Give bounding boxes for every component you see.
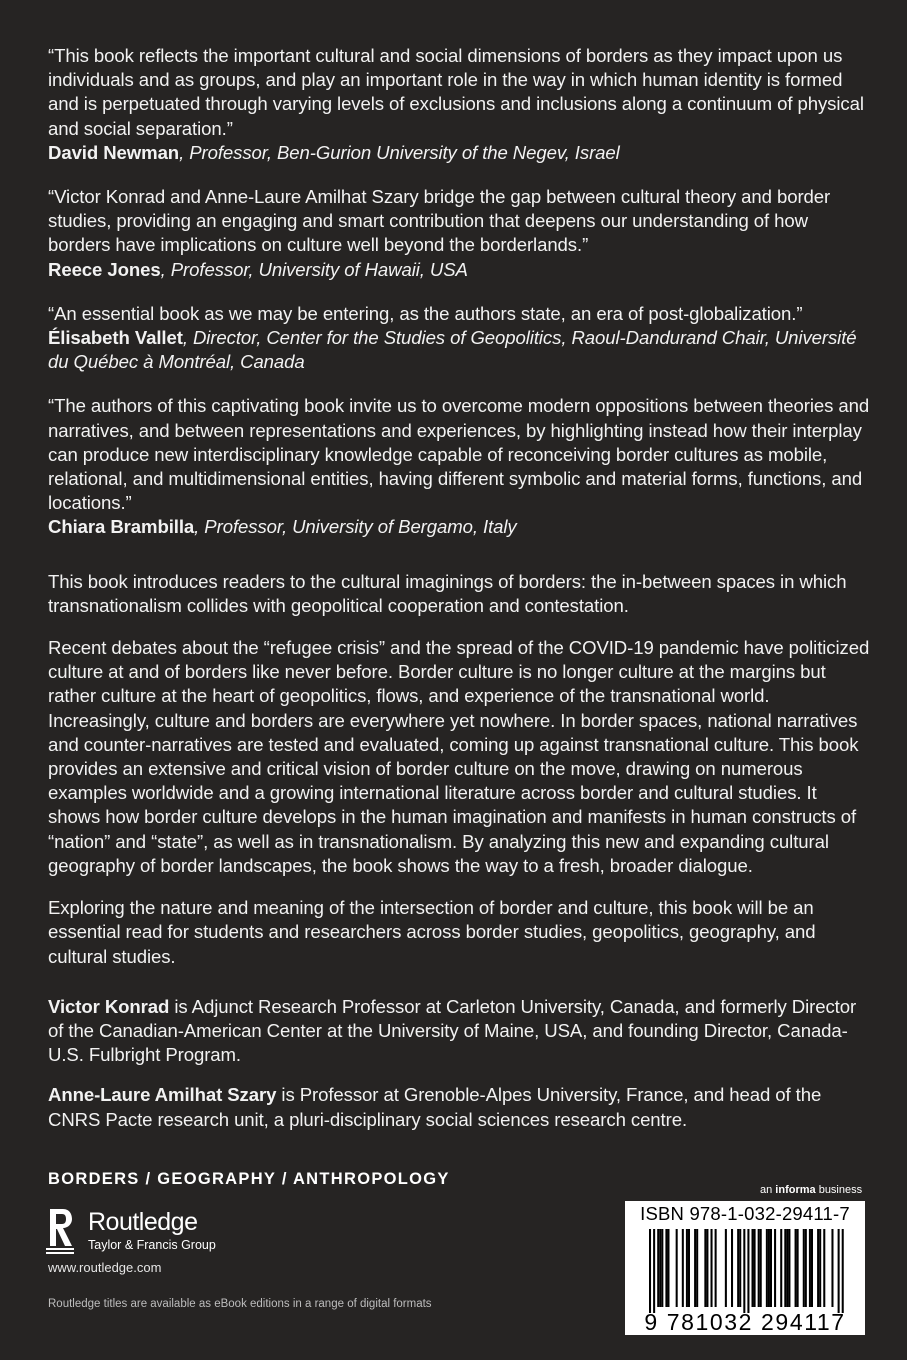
description-paragraph-2: Recent debates about the “refugee crisis” and the spread of the COVID-19 pandemic have politicized culture at and of borders like never before. Border culture is no longer culture at the margins but rather culture at the heart of geopolitics, flows, and experience of the transnational world. Increasingly, culture and borders are everywhere yet nowhere. In border spaces, national narratives and counter-narratives are tested and evaluated, coming up against transnational culture. This book provides an extensive and critical vision of border culture on the move, drawing on numerous examples worldwide and a growing international literature across border and cultural studies. It shows how border culture develops in the human imagination and manifests in human constructs of “nation” and “state”, as well as in transnationalism. By analyzing this new and expanding cultural geography of border landscapes, the book shows the way to a fresh, broader dialogue. <box>48 637 870 876</box>
barcode-bar <box>774 1229 776 1307</box>
ean13-barcode <box>625 1229 865 1313</box>
barcode-bar <box>770 1229 772 1307</box>
informa-tagline <box>760 1184 862 1196</box>
publisher-name: Routledge <box>88 1208 198 1236</box>
barcode-bar <box>768 1229 770 1307</box>
barcode-bar <box>797 1229 799 1307</box>
barcode-bar <box>661 1229 663 1307</box>
barcode-bar <box>747 1229 749 1313</box>
description-paragraph-3: Exploring the nature and meaning of the intersection of border and culture, this book will be an essential read for students and researchers across border studies, geopolitics, geography, and cultural studies. <box>48 897 816 967</box>
informa-prefix: an <box>760 1184 776 1196</box>
publisher-url[interactable]: www.routledge.com <box>48 1260 162 1275</box>
ebook-availability-note: Routledge titles are available as eBook editions in a range of digital formats <box>48 1298 432 1310</box>
publisher-group: Taylor & Francis Group <box>88 1238 216 1252</box>
endorsement-3 <box>48 302 870 375</box>
endorser-name: David Newman <box>48 141 180 163</box>
barcode-bar <box>715 1229 717 1307</box>
author-name: Anne-Laure Amilhat Szary <box>48 1084 277 1106</box>
quote-attribution <box>48 258 870 282</box>
barcode-bar <box>758 1229 760 1307</box>
barcode-bar <box>649 1229 651 1313</box>
author-bio-1 <box>48 995 870 1068</box>
isbn-label: ISBN 978-1-032-29411-7 <box>640 1203 850 1224</box>
barcode-bar <box>752 1229 754 1307</box>
barcode-bar <box>842 1229 844 1313</box>
barcode-bar <box>706 1229 708 1307</box>
informa-suffix: business <box>815 1184 863 1196</box>
barcode-bar <box>704 1229 706 1307</box>
barcode-bar <box>725 1229 727 1307</box>
endorsement-2 <box>48 185 870 282</box>
description-paragraph-1: This book introduces readers to the cultural imaginings of borders: the in-between spaces in which transnationalism collides with geopolitical cooperation and contestation. <box>48 570 847 616</box>
author-bio-text: is Adjunct Research Professor at Carleton University, Canada, and formerly Director of the Canadian-American Center at the University of Maine, USA, and founding Director, Canada-U.S. Fulbright Program. <box>48 995 857 1066</box>
quote-text: “An essential book as we may be entering, as the authors state, an era of post-globalization.” <box>48 302 803 324</box>
barcode-bar <box>737 1229 739 1307</box>
quote-text: “This book reflects the important cultural and social dimensions of borders as they impact upon us individuals and as groups, and play an important role in the way in which human identity is formed and is perpetuated through varying levels of exclusions and inclusions along a continuum of physical and social separation.” <box>48 45 864 139</box>
barcode-digits: 9 781032 294117 <box>644 1309 846 1335</box>
barcode-bar <box>786 1229 788 1307</box>
endorser-role: , Director, Center for the Studies of Geopolitics, Raoul-Dandurand Chair, Université du Québec à Montréal, Canada <box>48 327 857 373</box>
author-name: Victor Konrad <box>48 995 170 1017</box>
barcode-bar <box>686 1229 688 1307</box>
quote-attribution <box>48 326 870 374</box>
barcode-bar <box>676 1229 678 1307</box>
endorsement-1 <box>48 44 870 165</box>
barcode-bar <box>805 1229 807 1307</box>
endorser-name: Élisabeth Vallet <box>48 327 183 349</box>
barcode-bar <box>784 1229 786 1307</box>
barcode-bar <box>696 1229 698 1307</box>
endorsement-4 <box>48 394 870 539</box>
barcode-bar <box>665 1229 667 1307</box>
endorser-role: , Professor, University of Hawaii, USA <box>160 258 468 280</box>
barcode-bar <box>780 1229 782 1307</box>
barcode-bar <box>766 1229 768 1307</box>
barcode-bar <box>743 1229 745 1313</box>
barcode-bar <box>817 1229 819 1307</box>
barcode-bar <box>809 1229 811 1307</box>
back-cover-text <box>48 44 870 1148</box>
barcode-bar <box>803 1229 805 1307</box>
endorser-name: Reece Jones <box>48 258 161 280</box>
barcode-bar <box>823 1229 825 1307</box>
barcode-bar <box>667 1229 669 1307</box>
quote-text: “The authors of this captivating book invite us to overcome modern oppositions between theories and narratives, and between representations and experiences, by highlighting instead how their interplay can produce new interdisciplinary knowledge capable of reconceiving border cultures as mobile, relational, and multidimensional entities, having different symbolic and material forms, functions, and locations.” <box>48 395 870 514</box>
author-bio-2 <box>48 1083 870 1131</box>
author-bio-text: is Professor at Grenoble-Alpes University, France, and head of the CNRS Pacte research unit, a pluri-disciplinary social sciences research centre. <box>48 1084 822 1130</box>
barcode-bar <box>731 1229 733 1307</box>
barcode-bar <box>739 1229 741 1307</box>
barcode-bar <box>788 1229 790 1307</box>
barcode-bar <box>657 1229 659 1307</box>
barcode-bar <box>819 1229 821 1307</box>
subject-categories: BORDERS / GEOGRAPHY / ANTHROPOLOGY <box>48 1170 450 1188</box>
quote-text: “Victor Konrad and Anne-Laure Amilhat Szary bridge the gap between cultural theory and border studies, providing an engaging and smart contribution that deepens our understanding of how borders have implications on culture well beyond the borderlands.” <box>48 186 831 256</box>
barcode-bar <box>831 1229 833 1307</box>
barcode-bar <box>811 1229 813 1307</box>
barcode-bar <box>711 1229 713 1307</box>
barcode-bar <box>795 1229 797 1307</box>
barcode-bar <box>682 1229 684 1307</box>
informa-brand: informa <box>775 1184 816 1196</box>
barcode-bar <box>838 1229 840 1313</box>
barcode-bar <box>754 1229 756 1307</box>
endorser-role: , Professor, Ben-Gurion University of the Negev, Israel <box>179 141 620 163</box>
barcode-bar <box>760 1229 762 1307</box>
endorser-name: Chiara Brambilla <box>48 516 195 538</box>
endorser-role: , Professor, University of Bergamo, Italy <box>194 516 517 538</box>
barcode-bar <box>688 1229 690 1307</box>
quote-attribution <box>48 141 870 165</box>
barcode-bar <box>694 1229 696 1307</box>
routledge-r-logo-icon <box>46 1206 74 1256</box>
barcode-bar <box>659 1229 661 1307</box>
barcode-bar <box>653 1229 655 1313</box>
quote-attribution <box>48 515 870 539</box>
isbn-barcode-panel <box>625 1201 865 1335</box>
publisher-logo <box>46 1206 266 1256</box>
